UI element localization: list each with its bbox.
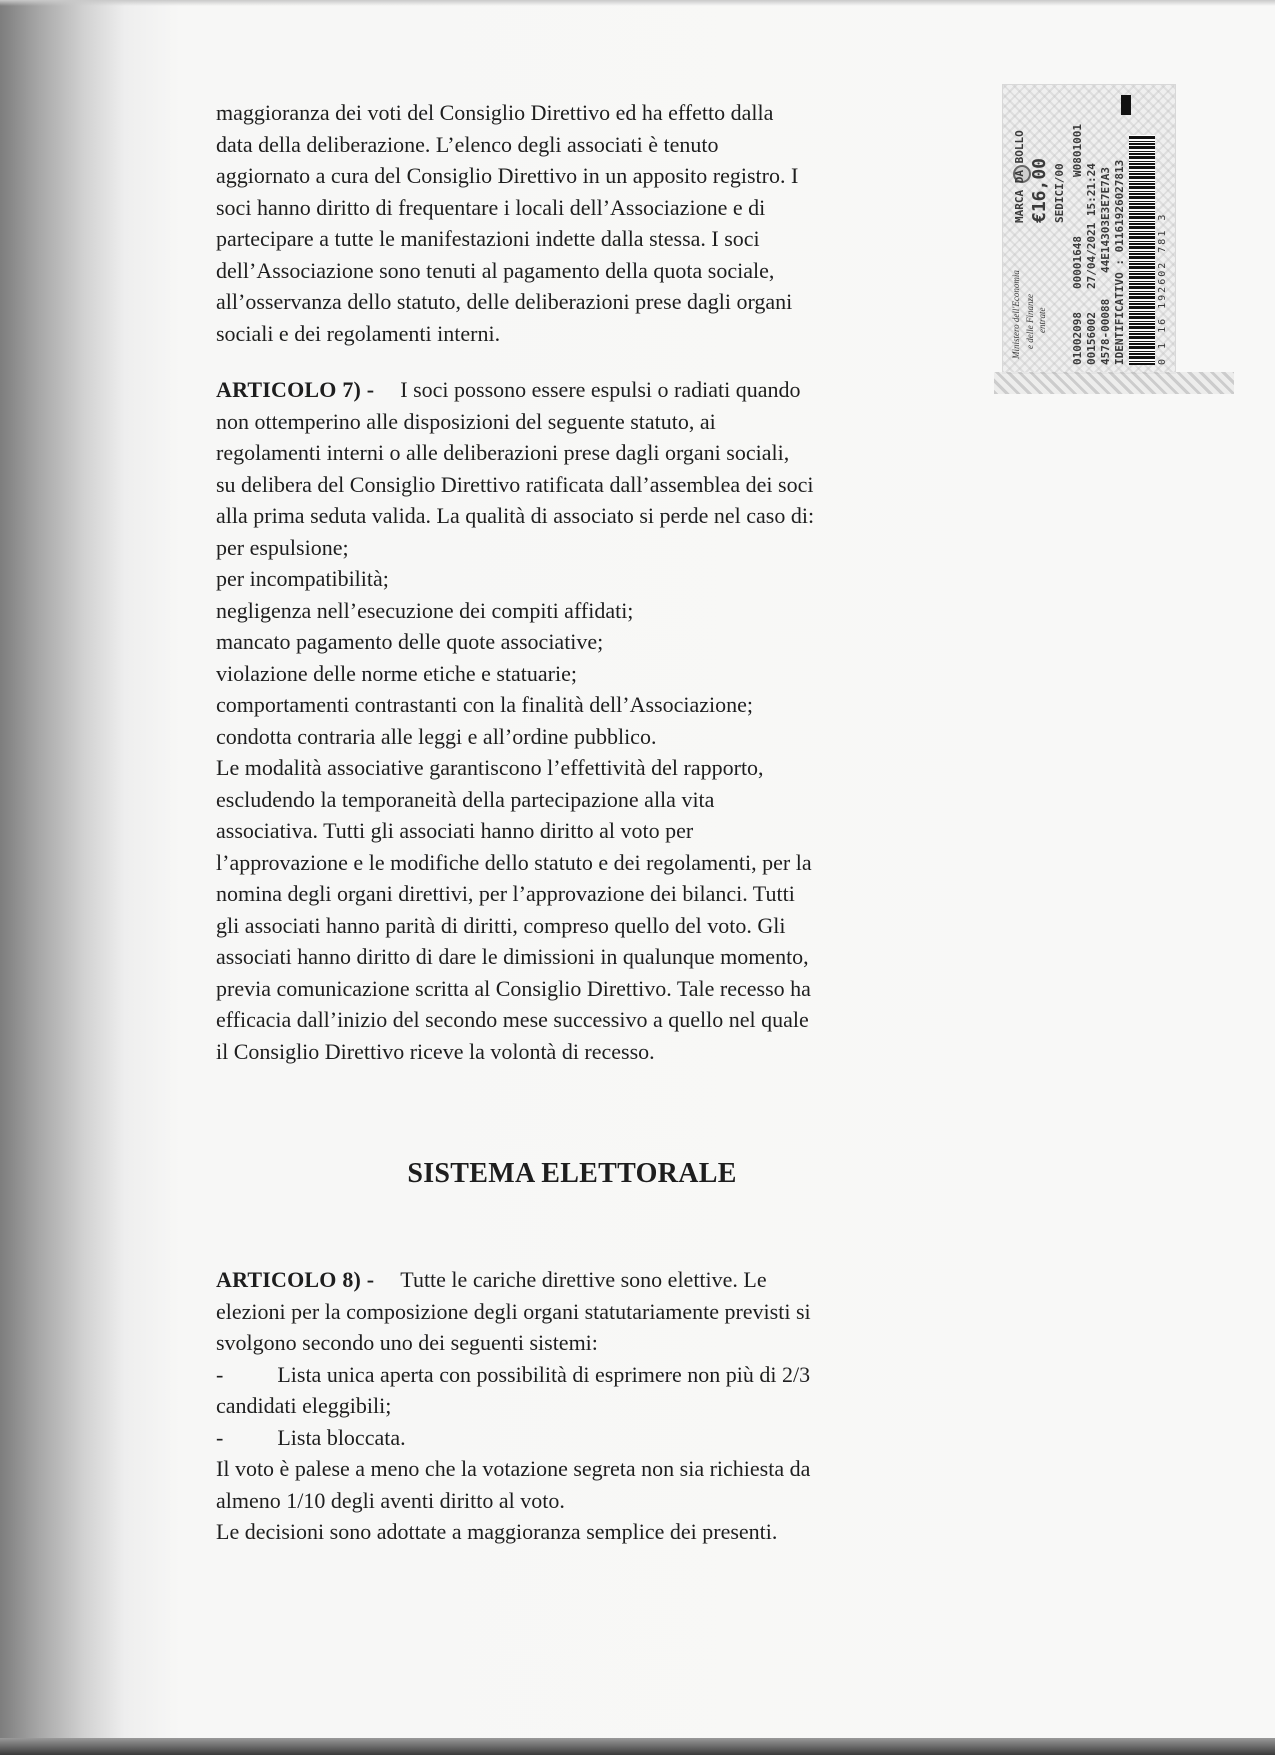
- text-line: Le decisioni sono adottate a maggioranza semplice dei presenti.: [216, 1519, 778, 1544]
- article-7-first-text: I soci possono essere espulsi o radiati quando: [400, 377, 801, 402]
- text-line: candidati eleggibili;: [216, 1393, 392, 1418]
- text-line: mancato pagamento delle quote associative;: [216, 629, 604, 654]
- stamp-code-5: 4578-00088: [1099, 298, 1112, 365]
- stamp-security-band: [994, 372, 1234, 394]
- article-7-first-line: [216, 374, 936, 406]
- text-line: escludendo la temporaneità della partecipazione alla vita: [216, 786, 715, 812]
- text-line: previa comunicazione scritta al Consiglio Direttivo. Tale recesso ha: [216, 975, 811, 1001]
- stamp-barcode: [1129, 135, 1155, 365]
- stamp-black-mark: [1121, 95, 1131, 115]
- article-8-label: ARTICOLO 8) -: [216, 1267, 375, 1292]
- bullet-item-2: [216, 1422, 936, 1454]
- bullet-dash: -: [216, 1361, 224, 1387]
- text-line: su delibera del Consiglio Direttivo ratificata dall’assemblea dei soci: [216, 471, 814, 497]
- text-line: negligenza nell’esecuzione dei compiti affidati;: [216, 597, 634, 623]
- stamp-code-4: 00156002: [1085, 312, 1098, 365]
- stamp-code-3: W0801001: [1071, 124, 1084, 177]
- text-line: regolamenti interni o alle deliberazioni prese dagli organi sociali,: [216, 440, 790, 465]
- text-line: comportamenti contrastanti con la finalità dell’Associazione;: [216, 692, 753, 717]
- text-line: per espulsione;: [216, 534, 349, 560]
- stamp-series: SEDICI/00: [1053, 163, 1066, 223]
- article-7-label: ARTICOLO 7) -: [216, 377, 375, 402]
- stamp-code-1: 01002098: [1071, 312, 1084, 365]
- text-line: Il voto è palese a meno che la votazione segreta non sia richiesta da: [216, 1456, 811, 1481]
- article-8-first-line: [216, 1264, 936, 1296]
- text-line: elezioni per la composizione degli organi statutariamente previsti si: [216, 1298, 811, 1324]
- article-7: [216, 374, 936, 1067]
- stamp-amount: €16,00: [1029, 157, 1050, 223]
- stamp-agency: entrate: [1037, 307, 1047, 333]
- section-heading: SISTEMA ELETTORALE: [407, 1158, 737, 1189]
- bullet-dash: -: [216, 1424, 224, 1450]
- article-8: [216, 1264, 936, 1548]
- stamp-code-2: 00001648: [1071, 236, 1084, 289]
- page-top-edge: [0, 0, 1275, 6]
- text-line: condotta contraria alle leggi e all’ordine pubblico.: [216, 723, 657, 749]
- bullet-text: Lista unica aperta con possibilità di esprimere non più di 2/3: [277, 1361, 811, 1387]
- text-line: per incompatibilità;: [216, 566, 389, 591]
- stamp-code-6: 44E14303E3E7E7A3: [1099, 167, 1112, 273]
- text-line: non ottemperino alle disposizioni del seguente statuto, ai: [216, 408, 716, 434]
- text-line: nomina degli organi direttivi, per l’approvazione dei bilanci. Tutti: [216, 881, 795, 906]
- text-line: associativa. Tutti gli associati hanno diritto al voto per: [216, 818, 694, 843]
- bullet-text: Lista bloccata.: [277, 1424, 406, 1450]
- text-line: efficacia dall’inizio del secondo mese successivo a quello nel quale: [216, 1007, 809, 1032]
- stamp-identifier: IDENTIFICATIVO : 01161926027813: [1113, 159, 1126, 365]
- text-line: gli associati hanno parità di diritti, compreso quello del voto. Gli: [216, 912, 786, 938]
- paragraph-top: [216, 97, 936, 349]
- stamp-datetime: 27/04/2021 15:21:24: [1085, 163, 1098, 289]
- text-line: aggiornato a cura del Consiglio Direttivo in un apposito registro. I: [216, 163, 799, 188]
- text-line: all’osservanza dello statuto, delle deliberazioni prese dagli organi: [216, 289, 793, 314]
- text-line: alla prima seduta valida. La qualità di associato si perde nel caso di:: [216, 503, 815, 528]
- text-line: maggioranza dei voti del Consiglio Direttivo ed ha effetto dalla: [216, 100, 774, 125]
- text-line: Le modalità associative garantiscono l’effettività del rapporto,: [216, 755, 764, 780]
- page-bottom-edge: [0, 1738, 1275, 1755]
- text-line: svolgono secondo uno dei seguenti sistemi:: [216, 1330, 598, 1355]
- revenue-stamp-content: [1003, 85, 1175, 373]
- text-line: sociali e dei regolamenti interni.: [216, 320, 501, 346]
- text-line: violazione delle norme etiche e statuarie;: [216, 660, 578, 686]
- stamp-ministry-line2: e delle Finanze: [1025, 294, 1035, 349]
- revenue-stamp: [1002, 84, 1176, 374]
- text-line: partecipare a tutte le manifestazioni indette dalla stessa. I soci: [216, 226, 760, 251]
- bullet-item-1: [216, 1359, 936, 1391]
- text-line: soci hanno diritto di frequentare i locali dell’Associazione e di: [216, 194, 766, 220]
- text-line: associati hanno diritto di dare le dimissioni in qualunque momento,: [216, 944, 809, 969]
- text-line: il Consiglio Direttivo riceve la volontà di recesso.: [216, 1038, 655, 1064]
- stamp-ministry-line1: Ministero dell'Economia: [1011, 270, 1021, 359]
- text-line: dell’Associazione sono tenuti al pagamento della quota sociale,: [216, 257, 775, 283]
- text-line: data della deliberazione. L’elenco degli associati è tenuto: [216, 131, 719, 157]
- stamp-barcode-number: 0 1 16 192602 781 3: [1157, 212, 1168, 365]
- article-8-first-text: Tutte le cariche direttive sono elettive. Le: [400, 1267, 767, 1292]
- text-line: l’approvazione e le modifiche dello statuto e dei regolamenti, per la: [216, 849, 812, 875]
- text-line: almeno 1/10 degli aventi diritto al voto.: [216, 1487, 565, 1513]
- stamp-mark-label: MARCA DA BOLLO: [1013, 130, 1026, 223]
